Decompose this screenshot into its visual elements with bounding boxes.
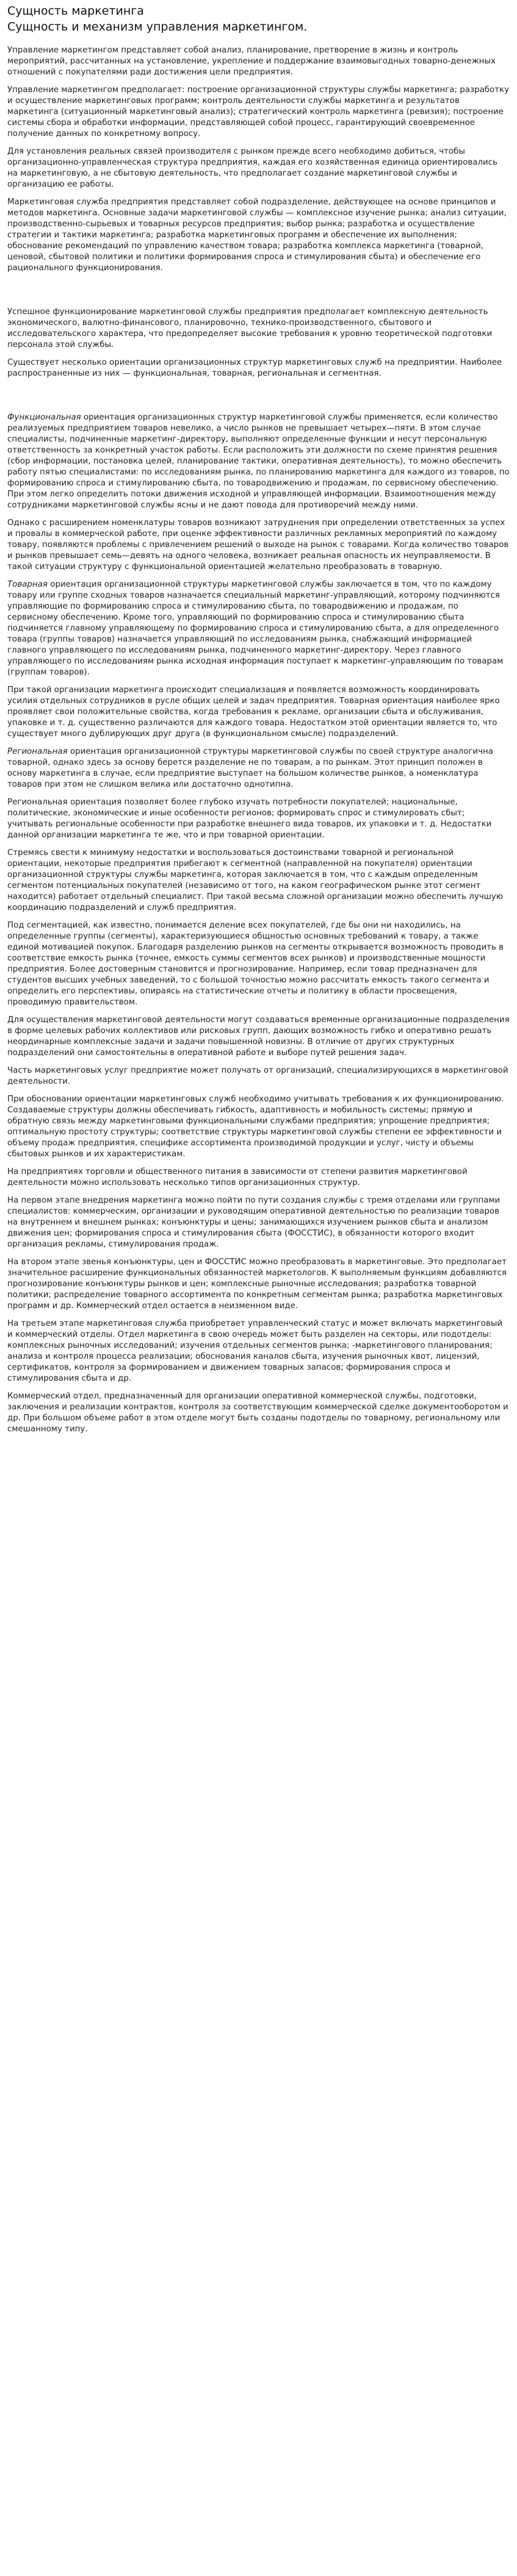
paragraph-2: Управление маркетингом предполагает: построение организационной структуры службы маркетинга; разработку и осуществление маркетинговых программ; контроль деятельности службы маркетинга и результатов маркетинга (ситуационный маркетинговый анализ); стратегический контроль маркетинга (ревизия); построение системы сбора и обработки информации, представляющей собой процесс, гарантирующий своевременное получение данных по конкретному вопросу. <box>7 85 510 138</box>
paragraph-4: Маркетинговая служба предприятия представляет собой подразделение, действующее на основе принципов и методов маркетинга. Основные задачи маркетинговой службы — комплексное изучение рынка; анализ ситуации, производственно-сырьевых и товарных ресурсов предприятия; выбор рынка; разработка и осуществление стратегии и тактики маркетинга; разработка маркетинговых программ и обеспечение их выполнения; обоснование рекомендаций по управлению качеством товара; разработка комплекса маркетинга (товарной, ценовой, сбытовой политики и политики формирования спроса и стимулирования сбыта) и обеспечение его рационального функционирования. <box>7 198 507 273</box>
paragraph-6: Существует несколько ориентации организационных структур маркетинговых служб на предприятии. Наиболее распространенные из них — функциональная, товарная, региональная и сегментная. <box>7 358 502 378</box>
paragraph-14: Под сегментацией, как известно, понимается деление всех покупателей, где бы они ни находились, на определенные группы (сегменты), характеризующиеся общностью основных требований к товару, а также единой мотивацией покупок. Благодаря разделению рынков на сегменты открывается возможность проводить в соответствие емкость рынка (точнее, емкость суммы сегментов всех рынков) и производственные мощности предприятия. Более достоверным становится и прогнозирование. Например, если товар предназначен для студентов высших учебных заведений, то с большой точностью можно рассчитать емкость такого сегмента и определить его перспективы, опираясь на статистические отчеты и политику в области просвещения, проводимую правительством. <box>7 921 504 1007</box>
paragraph-3: Для установления реальных связей производителя с рынком прежде всего необходимо добиться, чтобы организационно-управленческая структура предприятия, каждая его хозяйственная единица ориентировались на маркетинговую, а не сбытовую деятельность, что предполагает создание маркетинговой службы и организацию ее работы. <box>7 147 498 189</box>
paragraph-21: На третьем этапе маркетинговая служба приобретает управленческий статус и может включать маркетинговый и коммерческий отделы. Отдел маркетинга в свою очередь может быть разделен на секторы, или подотделы: комплексных рыночных исследований; изучения отдельных сегментов рынка; -маркетингового планирования; анализа и контроля процесса реализации; обоснования каналов сбыта, изучения рыночных квот, лицензий, сертификатов, контроля за формированием и движением товарных запасов; формирования спроса и стимулирования сбыта и др. <box>7 1319 503 1383</box>
paragraph-lead: Региональная <box>7 747 68 756</box>
paragraph-17: При обосновании ориентации маркетинговых служб необходимо учитывать требования к их функционированию. Создаваемые структуры должны обеспечивать гибкость, адаптивность и мобильность системы; прямую и обратную связь между маркетинговыми функциональными службами предприятия; упрощение предприятия; оптимальную простоту структуры; соответствие структуры маркетинговой службы степени ее эффективности и объему продаж предприятия, специфике ассортимента производимой продукции и услуг, чисту и объемы сбытовых рынков и их характеристикам. <box>7 1095 504 1159</box>
paragraph-lead: Товарная <box>7 580 48 589</box>
paragraph-16: Часть маркетинговых услуг предприятие может получать от организаций, специализирующихся в маркетинговой деятельности. <box>7 1066 508 1086</box>
paragraph-22: Коммерческий отдел, предназначенный для организации оперативной коммерческой службы, подготовки, заключения и реализации контрактов, контроля за соответствующим коммерческой сделке документооборотом и др. При большом объеме работ в этом отделе могут быть созданы подотделы по товарному, региональному или смешанному типу. <box>7 1392 508 1434</box>
paragraph-15: Для осуществления маркетинговой деятельности могут создаваться временные организационные подразделения в форме целевых рабочих коллективов или рисковых групп, дающих возможность гибко и оперативно решать неординарные комплексные задачи и задачи повышенной новизны. В отличие от других структурных подразделений они самостоятельны в оперативной работе и выборе путей решения задач. <box>7 1015 510 1057</box>
paragraph-19: На первом этапе внедрения маркетинга можно пойти по пути создания службы с тремя отделами или группами специалистов: коммерческим, организации и руководящим оперативной деятельностью по реализации товаров на внутреннем и внешнем рынках; конъюнктуры и цены; занимающихся изучением рынков сбыта и анализом движения цен; формирования спроса и стимулирования сбыта (ФОССТИС), в обязанности которого входит организация рекламы, стимулирования продаж. <box>7 1196 501 1249</box>
paragraph-10: При такой организации маркетинга происходит специализация и появляется возможность координировать усилия отдельных сотрудников в русле общих целей и задач предприятия. Товарная ориентация наиболее ярко проявляет свои положительные свойства, когда требования к рекламе, организации сбыта и обслуживания, упаковке и т. д. существенно различаются для каждого товара. Недостатком этой ориентации является то, что существует много дублирующих друг друга (в функциональном смысле) подразделений. <box>7 685 500 739</box>
page-subtitle: Сущность и механизм управления маркетингом. <box>7 20 308 34</box>
paragraph-20: На втором этапе звенья конъюнктуры, цен и ФОССТИС можно преобразовать в маркетинговые. Это предполагает значительное расширение функциональных обязанностей маркетологов. К выполняемым функциям добавляются прогнозирование конъюнктуры рынков и цен; комплексные рыночные исследования; разработка товарной политики; распределение товарного ассортимента по конкретным сегментам рынка; разработка маркетинговых программ и др. Коммерческий отдел остается в неизменном виде. <box>7 1258 507 1311</box>
page-title: Сущность маркетинга <box>7 4 144 18</box>
paragraph-5: Успешное функционирование маркетинговой службы предприятия предполагает комплексную деятельность экономического, валютно-финансового, планировочно, технико-производственного, сбытового и исследовательского характера, что предопределяет высокие требования к уровню теоретической подготовки персонала этой службы. <box>7 307 493 349</box>
paragraph-12: Региональная ориентация позволяет более глубоко изучать потребности покупателей; национальные, политические, экономические и иные особенности регионов; формировать спрос и стимулировать сбыт; учитывать региональные особенности при разработке внешнего вида товаров, их упаковки и т. д. Недостатки данной организации маркетинга те же, что и при товарной ориентации. <box>7 798 492 840</box>
paragraph-11: Региональная ориентация организационной структуры маркетинговой службы по своей структуре аналогична товарной, однако здесь за основу берется разделение не по товарам, а по рынкам. Этот принцип положен в основу маркетинга в случае, если предприятие выступает на большом количестве рынков, а номенклатура товаров при этом не слишком велика или достаточно однотипна. <box>7 747 493 789</box>
paragraph-13: Стремясь свести к минимуму недостатки и воспользоваться достоинствами товарной и региональной ориентации, некоторые предприятия прибегают к сегментной (направленной на покупателя) ориентации организационной структуры службы маркетинга, которая заключается в том, что с каждым определенным сегментом потенциальных покупателей (независимо от того, на каком географическом рынке этот сегмент находится) работает отдельный специалист. При такой весьма сложной организации можно обеспечить лучшую координацию подразделений и служб предприятия. <box>7 848 504 912</box>
paragraph-lead: Функциональная <box>7 413 81 422</box>
paragraph-18: На предприятиях торговли и общественного питания в зависимости от степени развития маркетинговой деятельности можно использовать несколько типов организационных структур. <box>7 1167 468 1187</box>
paragraph-9: Товарная ориентация организационной структуры маркетинговой службы заключается в том, что по каждому товару или группе сходных товаров назначается специальный маркетинг-управляющий, которому подчиняются управляющие по формированию спроса и стимулированию сбыта, по товародвижению и продажам, по сервисному обеспечению. Кроме того, управляющий по формированию спроса и стимулированию сбыта подчиняется главному управляющему по формированию спроса и стимулированию сбыта, а для определенного товара (группы товаров) назначается управляющий по исследованиям рынка, снабжающий информацией главного управляющего по исследованиям рынка, подчиненного маркетинг-директору. Через главного управляющего по исследованиям рынка исходная информация поступает к маркетинг-управляющим по товарам (группам товаров). <box>7 580 504 677</box>
paragraph-7: Функциональная ориентация организационных структур маркетинговой службы применяется, если количество реализуемых предприятием товаров невелико, а число рынков не превышает четырех—пяти. В этом случае специалисты, подчиненные маркетинг-директору, выполняют определенные функции и несут персональную ответственность за конкретный участок работы. Если расположить эти должности по схеме принятия решения (сбор информации, постановка целей, планирование тактики, оперативная деятельность), то можно обеспечить работу пятью специалистами: по исследованиям рынка, по планированию маркетинга для каждого из товаров, по формированию спроса и стимулированию сбыта, по товародвижению и продажам, по сервисному обеспечению. При этом легко определить потоки движения исходной и управляющей информации. Взаимоотношения между сотрудниками маркетинговой службы ясны и не дают повода для противоречий между ними. <box>7 413 510 510</box>
paragraph-1: Управление маркетингом представляет собой анализ, планирование, претворение в жизнь и контроль мероприятий, рассчитанных на установление, укрепление и поддержание взаимовыгодных товарно-денежных отношений с покупателями ради достижения цели предприятия. <box>7 46 496 77</box>
paragraph-8: Однако с расширением номенклатуры товаров возникают затруднения при определении ответственных за успех и провалы в коммерческой работе, при оценке эффективности различных рекламных мероприятий по каждому товару, появляются проблемы с привлечением решений о выходе на рынок с товарами. Когда количество товаров и рынков превышает семь—девять на одного человека, возникает реальная опасность их неуправляемости. В такой ситуации структуру с функциональной ориентацией желательно преобразовать в товарную. <box>7 518 509 571</box>
